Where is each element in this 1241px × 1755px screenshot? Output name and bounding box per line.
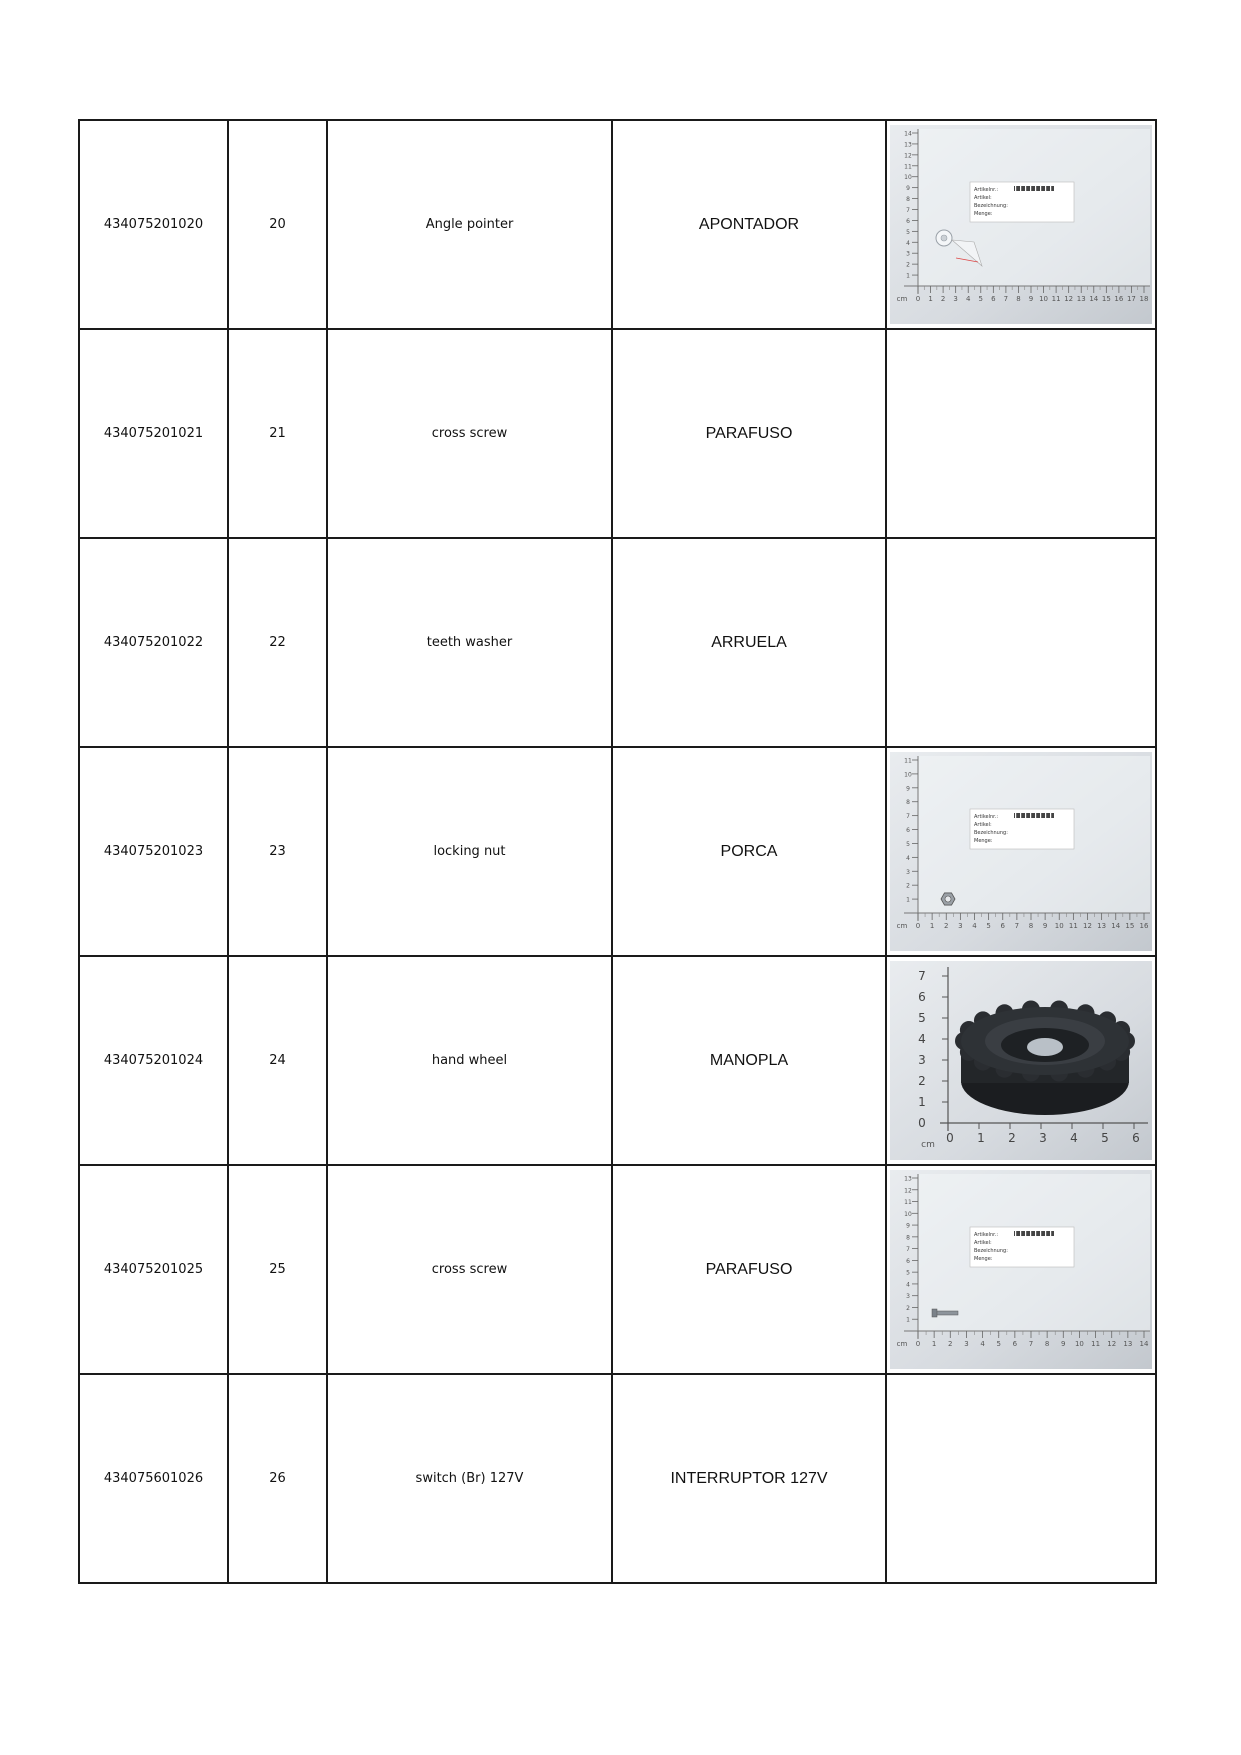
ruler-y-label: 2 [906,261,910,269]
table-row [79,747,1156,956]
ruler-x-label: 18 [1139,295,1149,303]
ruler-x-label: 16 [1114,295,1124,303]
part-name-english: switch (Br) 127V [327,1374,612,1583]
ruler-y-label: 5 [906,1269,910,1277]
position-number: 23 [228,747,327,956]
label-tag-line: Menge: [974,1256,993,1262]
label-tag-line: Artikel: [974,1240,992,1246]
ruler-x-label: 5 [996,1340,1001,1348]
ruler-x-label: 4 [965,295,971,303]
part-photo-cell [886,538,1156,747]
ruler-x-label: 2 [940,295,946,303]
label-tag-line: Artikelnr.: [974,1232,999,1238]
hand-wheel-photo [890,961,1152,1160]
article-number: 434075201021 [79,329,228,538]
ruler-y-label: 13 [904,1175,912,1183]
ruler-x-label: 4 [1070,1131,1078,1145]
ruler-x-label: 1 [928,295,933,303]
label-tag-line: Artikelnr.: [974,187,999,193]
ruler-y-label: 10 [904,771,912,779]
position-number: 24 [228,956,327,1165]
article-number: 434075201025 [79,1165,228,1374]
part-photo-cell [886,956,1156,1165]
ruler-y-label: 11 [904,163,912,171]
article-number: 434075201023 [79,747,228,956]
label-tag-line: Menge: [974,838,993,844]
ruler-y-label: 7 [918,969,926,983]
part-photo-cell [886,1374,1156,1583]
ruler-unit-label: cm [921,1140,935,1150]
article-number: 434075201024 [79,956,228,1165]
ruler-x-label: 10 [1054,922,1064,930]
table-row [79,538,1156,747]
ruler-x-label: 13 [1123,1340,1133,1348]
ruler-y-label: 11 [904,1199,912,1207]
label-tag-line: Bezeichnung: [974,203,1008,209]
part-photo-cell [886,329,1156,538]
ruler-x-label: 1 [931,1340,937,1348]
ruler-x-label: 5 [986,922,991,930]
ruler-x-label: 14 [1089,295,1099,303]
ruler-y-label: 4 [906,1281,910,1289]
part-photo-cell [886,120,1156,329]
position-number: 20 [228,120,327,329]
ruler-x-label: 12 [1107,1340,1117,1348]
ruler-x-label: 11 [1091,1340,1101,1348]
ruler-x-label: 4 [980,1340,985,1348]
position-number: 22 [228,538,327,747]
ruler-x-label: 16 [1139,922,1149,930]
article-number: 434075201022 [79,538,228,747]
ruler-x-label: 17 [1126,295,1136,303]
ruler-x-label: 12 [1083,922,1092,930]
ruler-x-label: 12 [1064,295,1074,303]
ruler-unit-label: cm [896,295,908,303]
part-name-english: Angle pointer [327,120,612,329]
ruler-x-label: 1 [977,1131,985,1145]
position-number: 25 [228,1165,327,1374]
article-number: 434075601026 [79,1374,228,1583]
ruler-y-label: 4 [906,239,910,247]
ruler-x-label: 14 [1111,922,1121,930]
ruler-y-label: 2 [918,1074,926,1088]
ruler-x-label: 0 [915,295,921,303]
part-name-portuguese: PORCA [612,747,886,956]
article-number: 434075201020 [79,120,228,329]
ruler-y-label: 6 [906,1257,910,1265]
ruler-y-label: 1 [906,896,910,904]
label-tag-line: Bezeichnung: [974,1248,1008,1254]
ruler-x-label: 5 [978,295,984,303]
ruler-x-label: 13 [1076,295,1086,303]
ruler-x-label: 3 [958,922,963,930]
spare-parts-table [78,119,1157,1584]
ruler-y-label: 5 [906,228,910,236]
ruler-y-label: 10 [904,174,912,182]
ruler-unit-label: cm [896,1340,908,1348]
ruler-x-label: 9 [1061,1340,1066,1348]
ruler-y-label: 5 [918,1011,926,1025]
ruler-x-label: 5 [1101,1131,1109,1145]
ruler-y-label: 9 [906,785,910,793]
ruler-y-label: 8 [906,196,910,204]
ruler-y-label: 9 [906,185,910,193]
ruler-y-label: 10 [904,1210,912,1218]
ruler-x-label: 4 [972,922,977,930]
table-row [79,1374,1156,1583]
ruler-x-label: 2 [944,922,949,930]
ruler-x-label: 15 [1101,295,1111,303]
ruler-y-label: 12 [904,152,912,160]
ruler-x-label: 7 [1028,1340,1034,1348]
ruler-x-label: 2 [1008,1131,1016,1145]
ruler-y-label: 3 [906,868,910,876]
part-name-english: cross screw [327,1165,612,1374]
ruler-y-label: 8 [906,799,910,807]
ruler-y-label: 11 [904,757,912,765]
part-name-english: cross screw [327,329,612,538]
ruler-y-label: 12 [904,1187,912,1195]
ruler-unit-label: cm [896,922,908,930]
ruler-x-label: 6 [1000,922,1005,930]
ruler-x-label: 0 [915,1340,921,1348]
part-photo-cell [886,1165,1156,1374]
part-name-portuguese: MANOPLA [612,956,886,1165]
ruler-y-label: 0 [918,1116,926,1130]
ruler-x-label: 2 [948,1340,953,1348]
ruler-x-label: 15 [1125,922,1135,930]
locking-nut-photo [890,752,1152,951]
ruler-x-label: 0 [915,922,921,930]
part-name-portuguese: ARRUELA [612,538,886,747]
ruler-y-label: 4 [906,854,910,862]
table-row [79,329,1156,538]
ruler-y-label: 6 [918,990,926,1004]
ruler-x-label: 9 [1042,922,1048,930]
ruler-y-label: 13 [904,141,912,149]
position-number: 26 [228,1374,327,1583]
label-tag-line: Bezeichnung: [974,830,1008,836]
ruler-x-label: 6 [1132,1131,1140,1145]
ruler-x-label: 10 [1074,1340,1084,1348]
ruler-x-label: 11 [1051,295,1061,303]
label-tag-line: Artikelnr.: [974,814,999,820]
part-name-english: hand wheel [327,956,612,1165]
ruler-x-label: 7 [1014,922,1020,930]
ruler-x-label: 11 [1068,922,1078,930]
ruler-y-label: 2 [906,1304,910,1312]
ruler-y-label: 6 [906,217,910,225]
table-row [79,956,1156,1165]
ruler-x-label: 8 [1044,1340,1050,1348]
part-name-portuguese: INTERRUPTOR 127V [612,1374,886,1583]
ruler-y-label: 7 [906,813,910,821]
ruler-y-label: 3 [918,1053,926,1067]
ruler-x-label: 1 [929,922,935,930]
ruler-y-label: 7 [906,207,910,214]
ruler-x-label: 0 [946,1131,954,1145]
part-name-portuguese: PARAFUSO [612,1165,886,1374]
ruler-y-label: 3 [906,250,910,258]
part-name-portuguese: PARAFUSO [612,329,886,538]
ruler-y-label: 2 [906,882,910,890]
ruler-x-label: 13 [1097,922,1107,930]
ruler-y-label: 4 [918,1032,926,1046]
part-name-english: teeth washer [327,538,612,747]
position-number: 21 [228,329,327,538]
ruler-y-label: 1 [906,1316,910,1324]
ruler-y-label: 8 [906,1234,910,1242]
ruler-x-label: 6 [991,295,996,303]
ruler-y-label: 9 [906,1222,910,1230]
ruler-x-label: 3 [1039,1131,1047,1145]
ruler-y-label: 1 [918,1095,926,1109]
table-row [79,120,1156,329]
ruler-y-label: 1 [906,272,910,280]
ruler-y-label: 3 [906,1293,910,1301]
ruler-x-label: 10 [1039,295,1049,303]
label-tag-line: Artikel: [974,195,992,201]
ruler-y-label: 14 [904,130,912,138]
ruler-x-label: 7 [1003,295,1009,303]
ruler-x-label: 8 [1028,922,1034,930]
ruler-y-label: 7 [906,1246,910,1254]
ruler-y-label: 6 [906,827,910,835]
ruler-x-label: 9 [1028,295,1034,303]
ruler-x-label: 3 [953,295,958,303]
label-tag-line: Artikel: [974,822,992,828]
angle-pointer-photo [890,125,1152,324]
part-photo-cell [886,747,1156,956]
ruler-y-label: 5 [906,840,910,848]
label-tag-line: Menge: [974,211,993,217]
ruler-x-label: 8 [1016,295,1021,303]
ruler-x-label: 14 [1139,1340,1149,1348]
cross-screw-photo [890,1170,1152,1369]
ruler-x-label: 6 [1012,1340,1018,1348]
ruler-x-label: 3 [964,1340,969,1348]
spare-parts-rows [79,120,1156,1583]
part-name-english: locking nut [327,747,612,956]
table-row [79,1165,1156,1374]
part-name-portuguese: APONTADOR [612,120,886,329]
